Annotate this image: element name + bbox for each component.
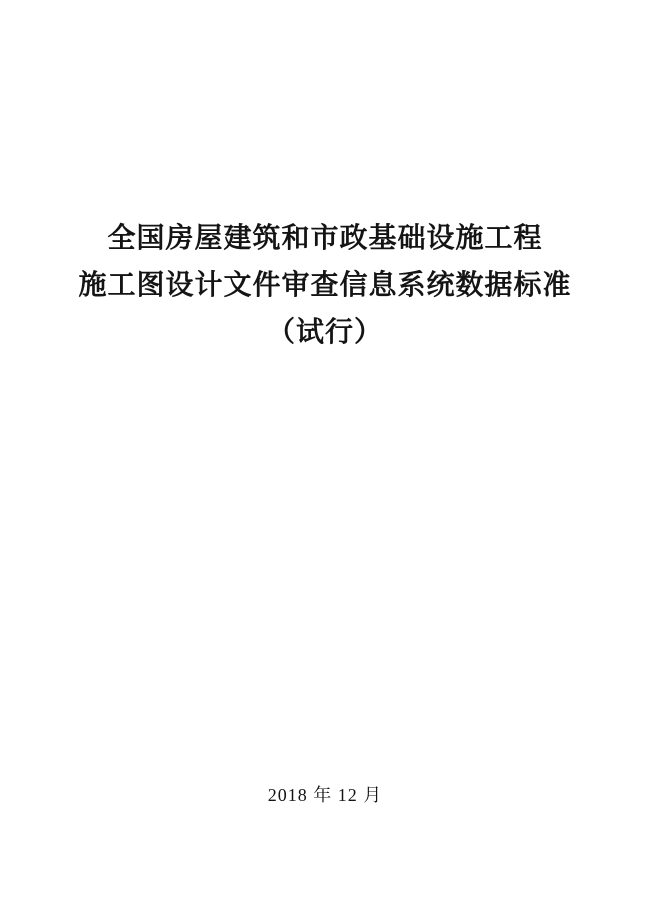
title-line-3: （试行） (266, 317, 383, 348)
title-line-1: 全国房屋建筑和市政基础设施工程 (107, 223, 543, 254)
document-date: 2018 年 12 月 (267, 785, 383, 805)
document-title (0, 215, 650, 356)
title-line-2: 施工图设计文件审查信息系统数据标准 (78, 270, 572, 301)
